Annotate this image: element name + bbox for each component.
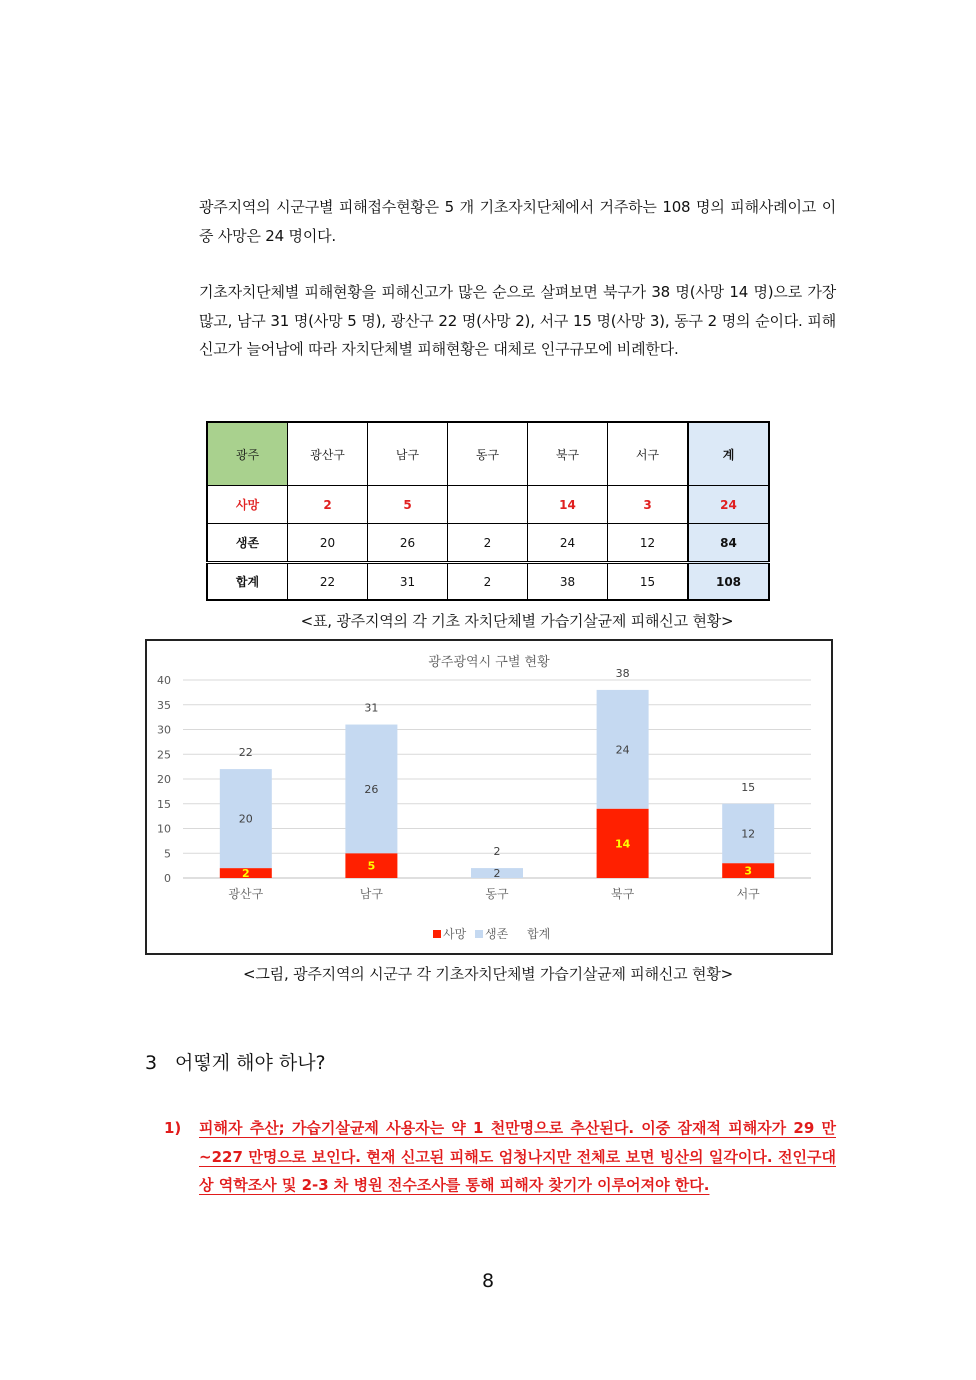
data-label-total: 31 <box>364 701 379 715</box>
table-cell: 31 <box>368 563 448 601</box>
data-label-total: 22 <box>238 746 253 760</box>
x-tick-label: 남구 <box>359 887 383 901</box>
stacked-bar-chart <box>145 639 833 955</box>
table-col-header: 북구 <box>528 422 608 486</box>
data-label-survive: 24 <box>615 743 630 757</box>
x-tick-label: 광산구 <box>228 887 264 901</box>
table-cell <box>448 486 528 524</box>
data-label-survive: 2 <box>493 867 501 880</box>
y-tick-label: 5 <box>164 847 171 861</box>
table-row-label: 합계 <box>207 563 288 601</box>
page-number: 8 <box>481 1270 495 1292</box>
paragraph-detail: 기초자치단체별 피해현황을 피해신고가 많은 순으로 살펴보면 북구가 38 명(사망 14 명)으로 가장 많고, 남구 31 명(사망 5 명), 광산구 22 명(사망 2), 서구 15 명(사망 3), 동구 2 명의 순이다. 피해신고가 늘어남에 따라 자치단체별 피해현황은 대체로 인구규모에 비례한다. <box>199 283 836 358</box>
y-tick-label: 35 <box>157 698 171 712</box>
y-tick-label: 30 <box>157 723 171 737</box>
legend-label-total: 합계 <box>527 927 551 941</box>
table-corner-header: 광주 <box>207 422 288 486</box>
table-row-sum <box>207 563 769 601</box>
chart-title: 광주광역시 구별 현황 <box>428 655 550 670</box>
y-tick-label: 25 <box>157 748 171 762</box>
table-col-header: 동구 <box>448 422 528 486</box>
data-label-survive: 26 <box>364 782 379 796</box>
legend-swatch-survive <box>475 930 483 938</box>
data-label-survive: 12 <box>741 827 756 841</box>
table-col-header: 서구 <box>608 422 689 486</box>
table-col-header: 광산구 <box>288 422 368 486</box>
table-row-label: 사망 <box>207 486 288 524</box>
list-item-label: 1) <box>164 1119 182 1137</box>
legend-swatch-death <box>433 930 441 938</box>
data-label-total: 15 <box>741 780 756 794</box>
table-cell: 2 <box>288 486 368 524</box>
table-cell: 3 <box>608 486 689 524</box>
x-tick-label: 서구 <box>736 887 760 901</box>
legend-label-death: 사망 <box>443 927 467 941</box>
data-label-death: 5 <box>367 859 376 873</box>
damage-table <box>206 421 770 601</box>
table-total-cell: 108 <box>688 563 769 601</box>
section-number: 3 <box>145 1052 158 1074</box>
table-total-header: 계 <box>688 422 769 486</box>
table-total-cell: 84 <box>688 524 769 563</box>
y-tick-label: 0 <box>164 872 171 885</box>
x-tick-label: 동구 <box>485 887 509 901</box>
data-label-death: 14 <box>614 837 631 851</box>
data-label-death: 2 <box>241 867 250 881</box>
data-label-survive: 20 <box>238 812 253 826</box>
table-caption: <표, 광주지역의 각 기초 자치단체별 가습기살균제 피해신고 현황> <box>300 612 734 630</box>
legend-label-survive: 생존 <box>485 927 509 941</box>
table-row-death <box>207 486 769 524</box>
table-cell: 5 <box>368 486 448 524</box>
data-label-death: 3 <box>744 864 753 878</box>
table-cell: 2 <box>448 563 528 601</box>
table-cell: 24 <box>528 524 608 563</box>
chart-svg <box>147 641 831 953</box>
y-tick-label: 15 <box>157 797 171 811</box>
table-cell: 22 <box>288 563 368 601</box>
table-row-label: 생존 <box>207 524 288 563</box>
table-cell: 38 <box>528 563 608 601</box>
table-cell: 2 <box>448 524 528 563</box>
table-cell: 20 <box>288 524 368 563</box>
y-tick-label: 40 <box>157 674 171 687</box>
y-tick-label: 10 <box>157 822 171 836</box>
y-tick-label: 20 <box>157 773 171 786</box>
section-title: 어떻게 해야 하나? <box>175 1052 326 1074</box>
data-label-total: 2 <box>493 845 501 859</box>
chart-caption: <그림, 광주지역의 시군구 각 기초자치단체별 가습기살균제 피해신고 현황> <box>243 965 733 983</box>
table-cell: 14 <box>528 486 608 524</box>
table-cell: 26 <box>368 524 448 563</box>
section-heading <box>145 1048 326 1075</box>
table-col-header: 남구 <box>368 422 448 486</box>
table-total-cell: 24 <box>688 486 769 524</box>
x-tick-label: 북구 <box>611 887 635 901</box>
data-label-total: 38 <box>615 666 630 680</box>
table-row-survive <box>207 524 769 563</box>
table-cell: 15 <box>608 563 689 601</box>
paragraph-summary: 광주지역의 시군구별 피해접수현황은 5 개 기초자치단체에서 거주하는 108 명의 피해사례이고 이중 사망은 24 명이다. <box>199 198 836 245</box>
list-item-text: 피해자 추산; 가습기살균제 사용자는 약 1 천만명으로 추산된다. 이중 잠재적 피해자가 29 만~227 만명으로 보인다. 현재 신고된 피해도 엄청나지만 전체로 보면 빙산의 일각이다. 전인구대상 역학조사 및 2-3 차 병원 전수조사를 통해 피해자 찾기가 이루어져야 한다. <box>199 1119 836 1194</box>
table-cell: 12 <box>608 524 689 563</box>
